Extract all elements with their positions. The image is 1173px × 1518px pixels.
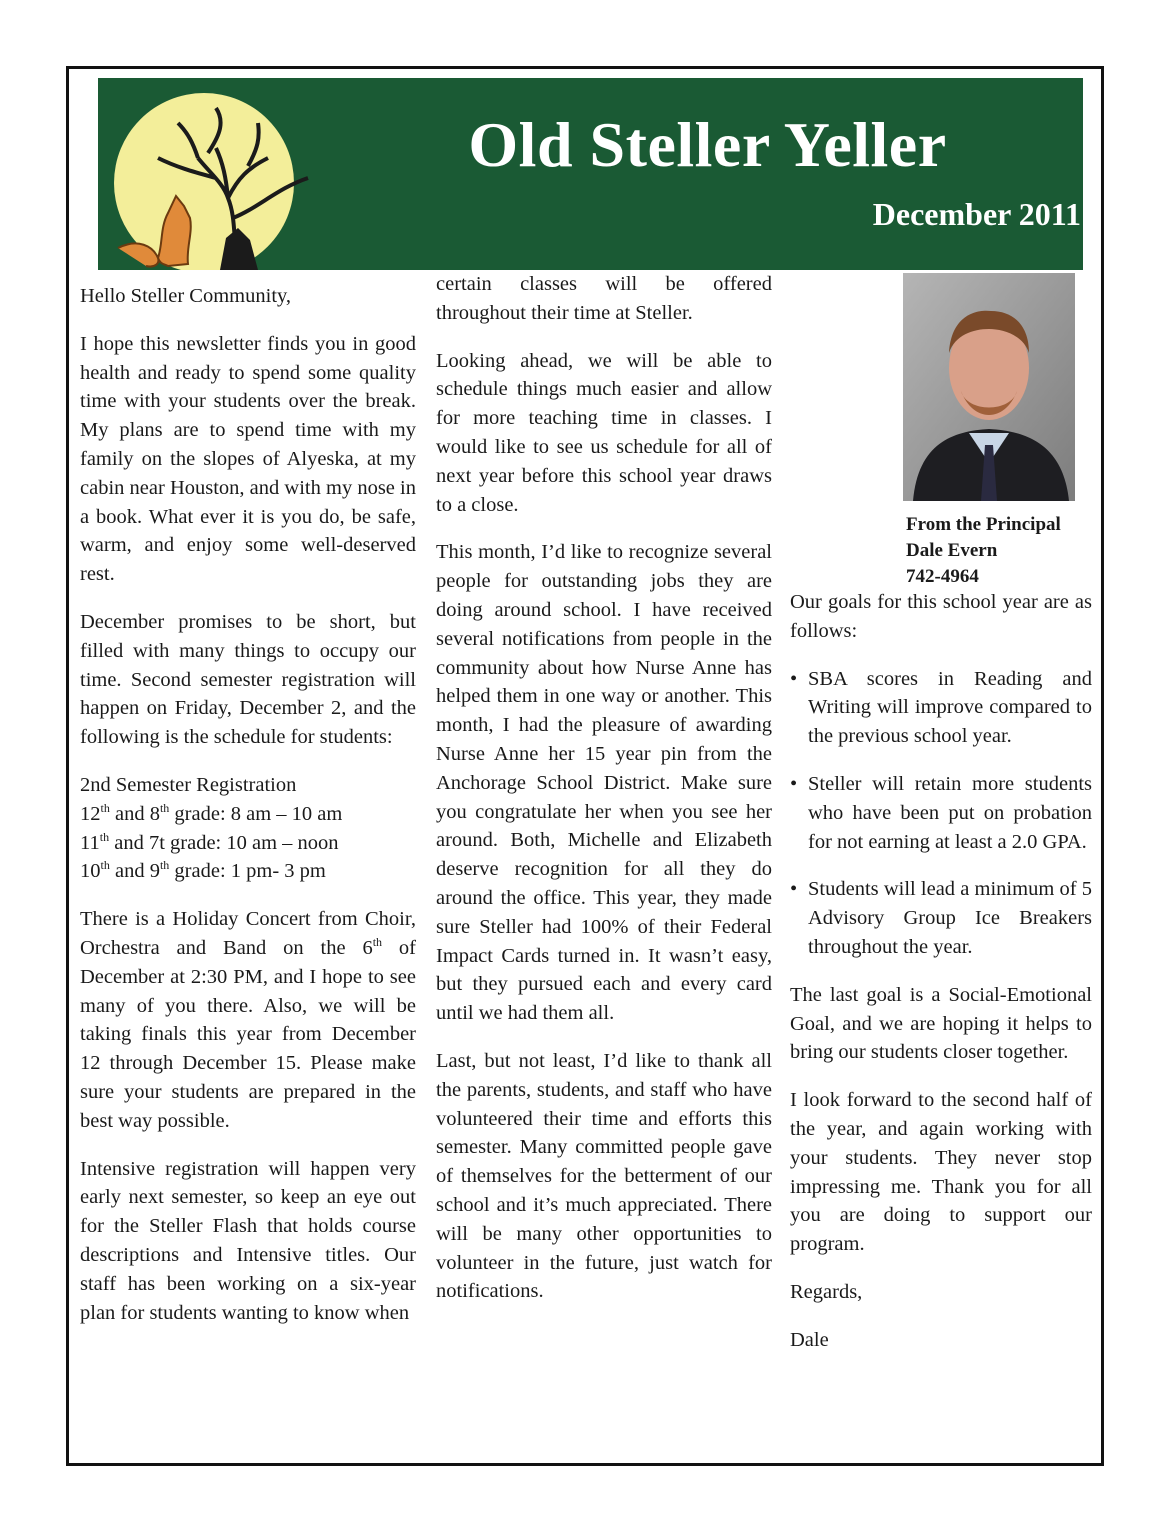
goals-list <box>790 665 1092 962</box>
paragraph: certain classes will be offered throughout their time at Steller. <box>436 273 772 324</box>
paragraph: I look forward to the second half of the year, and again working with your students. They never stop impressing me. Thank you for all you are doing to support our program. <box>790 1089 1092 1256</box>
paragraph: Last, but not least, I’d like to thank all the parents, students, and staff who have volunteered their time and efforts this semester. Many committed people gave of themselves for the betterment of our school and it’s much appreciated. There will be many other opportunities to volunteer in the future, just watch for notifications. <box>436 1049 772 1303</box>
principal-photo <box>903 273 1075 501</box>
greeting: Hello Steller Community, <box>80 285 292 307</box>
column-left <box>80 282 416 1346</box>
caption-title: From the Principal <box>906 514 1061 535</box>
paragraph: I hope this newsletter finds you in good health and ready to spend some quality time with your students over the break. My plans are to spend time with my family on the slopes of Alyeska, at my cabin near Houston, and with my nose in a book. What ever it is you do, be safe, warm, and enjoy some well-deserved rest. <box>80 332 416 586</box>
column-middle <box>436 270 772 1325</box>
schedule-row: 11th and 7t grade: 10 am – noon <box>80 829 339 854</box>
issue-date: December 2011 <box>872 196 1081 232</box>
paragraph: The last goal is a Social-Emotional Goal, and we are hoping it helps to bring our students closer together. <box>790 983 1092 1064</box>
principal-name: Dale Evern <box>906 540 998 561</box>
list-item: • SBA scores in Reading and Writing will improve compared to the previous school year. <box>790 665 1092 751</box>
paragraph: There is a Holiday Concert from Choir, Orchestra and Band on the 6th of December at 2:30 PM, and I hope to see many of you there. Also, we will be taking finals this year from December 12 through December 15. Please make sure your students are prepared in the best way possible. <box>80 908 417 1132</box>
registration-schedule <box>80 771 416 886</box>
principal-phone: 742-4964 <box>906 566 979 587</box>
paragraph: Intensive registration will happen very early next semester, so keep an eye out for the Steller Flash that holds course descriptions and Intensive titles. Our staff has been working on a six-year plan for students wanting to know when <box>80 1157 416 1324</box>
principal-caption <box>906 512 1061 590</box>
paragraph: Our goals for this school year are as follows: <box>790 591 1092 642</box>
schedule-row: 10th and 9th grade: 1 pm- 3 pm <box>80 858 326 883</box>
column-right <box>790 588 1092 1374</box>
signature: Dale <box>790 1328 829 1351</box>
schedule-row: 12th and 8th grade: 8 am – 10 am <box>80 800 343 825</box>
list-item: • Students will lead a minimum of 5 Advisory Group Ice Breakers throughout the year. <box>790 875 1092 961</box>
paragraph: Looking ahead, we will be able to schedule things much easier and allow for more teaching time in classes. I would like to see us schedule for all of next year before this school year draws to a close. <box>436 349 772 516</box>
schedule-heading: 2nd Semester Registration <box>80 773 297 796</box>
wolf-moon-logo <box>98 78 326 270</box>
closing: Regards, <box>790 1280 863 1303</box>
paragraph: This month, I’d like to recognize several people for outstanding jobs they are doing around school. I have received several notifications from people in the community about how Nurse Anne has helped them in one way or another. This month, I had the pleasure of awarding Nurse Anne her 15 year pin from the Anchorage School District. Make sure you congratulate her when you see her around. Both, Michelle and Elizabeth deserve recognition for all they do around the office. This year, they made sure Steller had 100% of their Federal Impact Cards turned in. It wasn’t easy, but they pursued each and every card until we had them all. <box>436 541 772 1025</box>
paragraph: December promises to be short, but filled with many things to occupy our time. Second semester registration will happen on Friday, December 2, and the following is the schedule for students: <box>80 610 416 749</box>
newsletter-title: Old Steller Yeller <box>468 109 947 180</box>
list-item: • Steller will retain more students who have been put on probation for not earning at least a 2.0 GPA. <box>790 770 1092 856</box>
